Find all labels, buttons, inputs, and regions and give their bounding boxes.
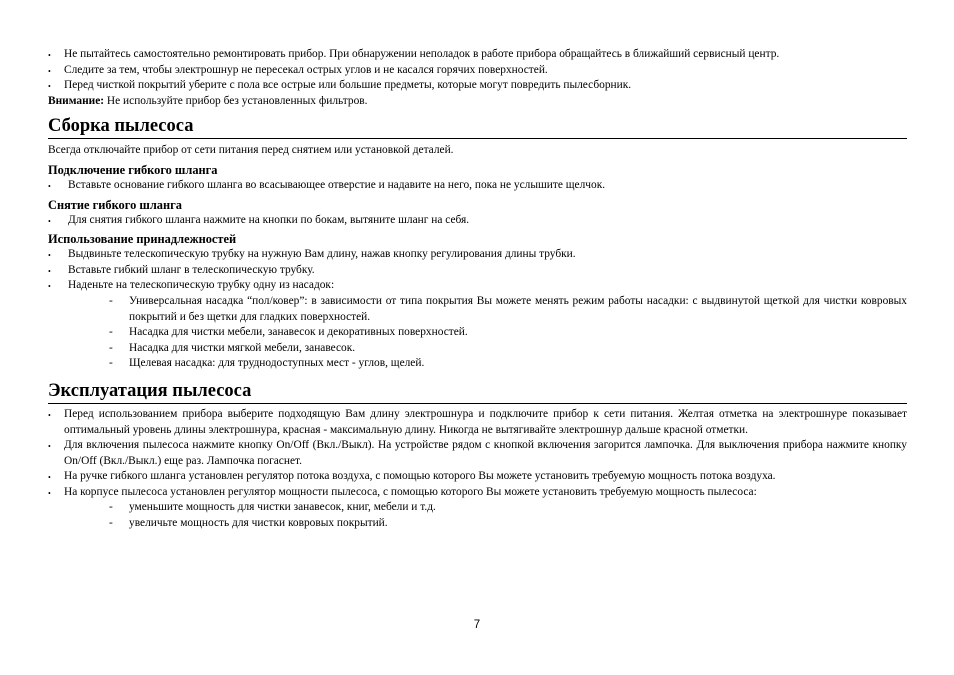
list-item: • Перед использованием прибора выберите подходящую Вам длину электрошнура и подключите прибор к сети питания. Желтая отметка на электрошнуре показывает оптимальный уровень длины электрошнура, красная - максимальную длину. Никогда не вытягивайте электрошнур дальше красной отметки. (48, 407, 907, 438)
assembly-intro: Всегда отключайте прибор от сети питания перед снятием или установкой деталей. (48, 144, 454, 157)
section-title-assembly: Сборка пылесоса (48, 115, 907, 139)
warning-text: Не используйте прибор без установленных фильтров. (104, 94, 368, 107)
subheading-hose-remove: Снятие гибкого шланга (48, 197, 182, 212)
list-item: • Следите за тем, чтобы электрошнур не пересекал острых углов и не касался горячих поверхностей. (48, 63, 907, 79)
list-item: • На корпусе пылесоса установлен регулятор мощности пылесоса, с помощью которого Вы можете установить требуемую мощность пылесоса: (48, 485, 907, 501)
manual-page (48, 47, 907, 532)
list-item: • Перед чисткой покрытий уберите с пола все острые или большие предметы, которые могут повредить пылесборник. (48, 78, 907, 94)
list-item: • На ручке гибкого шланга установлен регулятор потока воздуха, с помощью которого Вы можете установить требуемую мощность потока воздуха. (48, 469, 907, 485)
section-title-operation: Эксплуатация пылесоса (48, 380, 907, 404)
warning-note (48, 94, 907, 110)
sub-list-item: - Щелевая насадка: для труднодоступных мест - углов, щелей. (48, 356, 907, 372)
sub-list-item: - Универсальная насадка “пол/ковер”: в зависимости от типа покрытия Вы можете менять режим работы насадки: с выдвинутой щеткой для чистки ковровых покрытий и без щетки для гладких поверхностей. (48, 294, 907, 325)
subheading-hose-connect: Подключение гибкого шланга (48, 162, 218, 177)
subheading-accessories: Использование принадлежностей (48, 232, 237, 247)
intro-section (48, 47, 907, 109)
list-item: • Выдвиньте телескопическую трубку на нужную Вам длину, нажав кнопку регулирования длины трубки. (48, 247, 907, 263)
sub-list-item: - уменьшите мощность для чистки занавесок, книг, мебели и т.д. (48, 500, 907, 516)
sub-list-item: - Насадка для чистки мебели, занавесок и декоративных поверхностей. (48, 325, 907, 341)
list-item: • Не пытайтесь самостоятельно ремонтировать прибор. При обнаружении неполадок в работе прибора обращайтесь в ближайший сервисный центр. (48, 47, 907, 63)
list-item: • Наденьте на телескопическую трубку одну из насадок: (48, 278, 907, 294)
list-item: • Вставьте гибкий шланг в телескопическую трубку. (48, 263, 907, 279)
list-item: • Для включения пылесоса нажмите кнопку On/Off (Вкл./Выкл). На устройстве рядом с кнопкой включения загорится лампочка. Для выключения прибора нажмите кнопку On/Off (Вкл./Выкл.) еще раз. Лампочка погаснет. (48, 438, 907, 469)
warning-label: Внимание: (48, 94, 105, 107)
list-item: • Для снятия гибкого шланга нажмите на кнопки по бокам, вытяните шланг на себя. (48, 213, 907, 229)
list-item: • Вставьте основание гибкого шланга во всасывающее отверстие и надавите на него, пока не услышите щелчок. (48, 178, 907, 194)
sub-list-item: - Насадка для чистки мягкой мебели, занавесок. (48, 341, 907, 357)
page-number: 7 (473, 619, 481, 631)
sub-list-item: - увеличьте мощность для чистки ковровых покрытий. (48, 516, 907, 532)
